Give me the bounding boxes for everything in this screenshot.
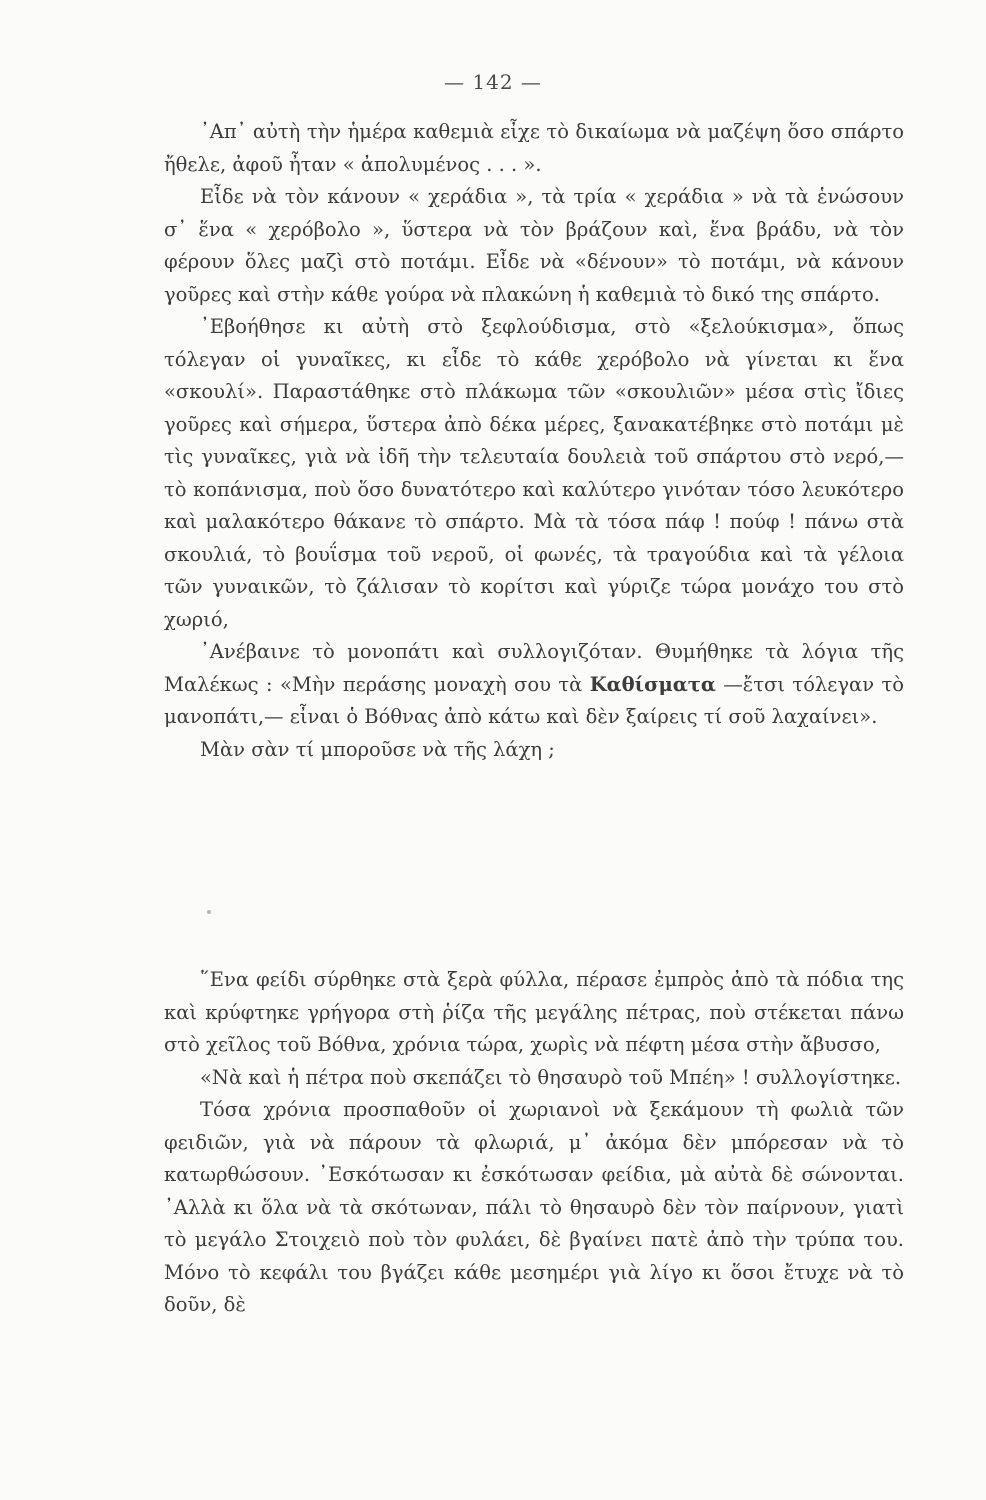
ink-speck: [207, 910, 211, 914]
paragraph-4: [164, 636, 904, 734]
paragraph-8: Τόσα χρόνια προσπαθοῦν οἱ χωριανοὶ νὰ ξεκάμουν τὴ φωλιὰ τῶν φειδιῶν, γιὰ νὰ πάρουν τὰ φλωριά, μ᾽ ἀκόμα δὲν μπόρεσαν νὰ τὸ κατωρθώσουν. ᾽Εσκότωσαν κι ἐσκότωσαν φείδια, μὰ αὐτὰ δὲ σώνονται. ᾽Αλλὰ κι ὅλα νὰ τὰ σκότωναν, πάλι τὸ θησαυρὸ δὲν τὸν παίρνουν, γιατὶ τὸ μεγάλο Στοιχειὸ ποὺ τὸν φυλάει, δὲ βγαίνει πατὲ ἀπὸ τὴν τρύπα του. Μόνο τὸ κεφάλι του βγάζει κάθε μεσημέρι γιὰ λίγο κι ὅσοι ἔτυχε νὰ τὸ δοῦν, δὲ: [164, 1098, 904, 1316]
text-block-bottom: [164, 964, 904, 1322]
text-block-top: [164, 116, 904, 766]
page-number: — 142 —: [444, 70, 542, 94]
paragraph-3: ᾽Εβοήθησε κι αὐτὴ στὸ ξεφλούδισμα, στὸ «ξελούκισμα», ὅπως τόλεγαν οἱ γυναῖκες, κι εἶδε τὸ κάθε χερόβολο νὰ γίνεται κι ἕνα «σκουλί». Παραστάθηκε στὸ πλάκωμα τῶν «σκουλιῶν» μέσα στὶς ἴδιες γοῦρες καὶ σήμερα, ὕστερα ἀπὸ δέκα μέρες, ξανακατέβηκε στὸ ποτάμι μὲ τὶς γυναῖκες, γιὰ νὰ ἰδῆ τὴν τελευταία δουλειὰ τοῦ σπάρτου στὸ νερό,— τὸ κοπάνισμα, ποὺ ὅσο δυνατότερο καὶ καλύτερο γινόταν τόσο λευκότερο καὶ μαλακότερο θάκανε τὸ σπάρτο. Μὰ τὰ τόσα πάφ ! πούφ ! πάνω στὰ σκουλιά, τὸ βουΐσμα τοῦ νεροῦ, οἱ φωνές, τὰ τραγούδια καὶ τὰ γέλοια τῶν γυναικῶν, τὸ ζάλισαν τὸ κορίτσι καὶ γύριζε τώρα μονάχο του στὸ χωριό,: [164, 315, 904, 631]
paragraph-4-emphasis: Καθίσματα: [589, 672, 716, 696]
paragraph-6: ῞Ενα φείδι σύρθηκε στὰ ξερὰ φύλλα, πέρασε ἐμπρὸς ἀπὸ τὰ πόδια της καὶ κρύφτηκε γρήγορα στὴ ῥίζα τῆς μεγάλης πέτρας, ποὺ στέκεται πάνω στὸ χεῖλος τοῦ Βόθνα, χρόνια τώρα, χωρὶς νὰ πέφτη μέσα στὴν ἄβυσσο,: [164, 968, 904, 1056]
paragraph-4-text-before: ᾽Ανέβαινε τὸ μονοπάτι καὶ συλλογιζόταν. Θυμήθηκε τὰ λόγια τῆς Μαλέκως : «Μὴν περάσης μοναχὴ σου τὰ: [164, 640, 904, 696]
paragraph-5: Μὰν σὰν τί μποροῦσε νὰ τῆς λάχη ;: [200, 737, 555, 761]
paragraph-1: ᾽Απ᾽ αὐτὴ τὴν ἡμέρα καθεμιὰ εἶχε τὸ δικαίωμα νὰ μαζέψη ὅσο σπάρτο ἤθελε, ἀφοῦ ἦταν « ἀπολυμένος . . . ».: [164, 120, 904, 176]
paragraph-7: «Νὰ καὶ ἡ πέτρα ποὺ σκεπάζει τὸ θησαυρὸ τοῦ Μπέη» ! συλλογίστηκε.: [200, 1065, 902, 1089]
paragraph-4-text-after: —ἔτσι τόλεγαν τὸ μανοπάτι,— εἶναι ὁ Βόθνας ἀπὸ κάτω καὶ δὲν ξαίρεις τί σοῦ λαχαίνει».: [164, 672, 905, 728]
paragraph-2: Εἶδε νὰ τὸν κάνουν « χεράδια », τὰ τρία « χεράδια » νὰ τὰ ἑνώσουν σ᾽ ἕνα « χερόβολο », ὕστερα νὰ τὸν βράζουν καὶ, ἕνα βράδυ, νὰ τὸν φέρουν ὅλες μαζὶ στὸ ποτάμι. Εἶδε νὰ «δένουν» τὸ ποτάμι, νὰ κάνουν γοῦρες καὶ στὴν κάθε γούρα νὰ πλακώνη ἡ καθεμιὰ τὸ δικό της σπάρτο.: [164, 185, 904, 306]
